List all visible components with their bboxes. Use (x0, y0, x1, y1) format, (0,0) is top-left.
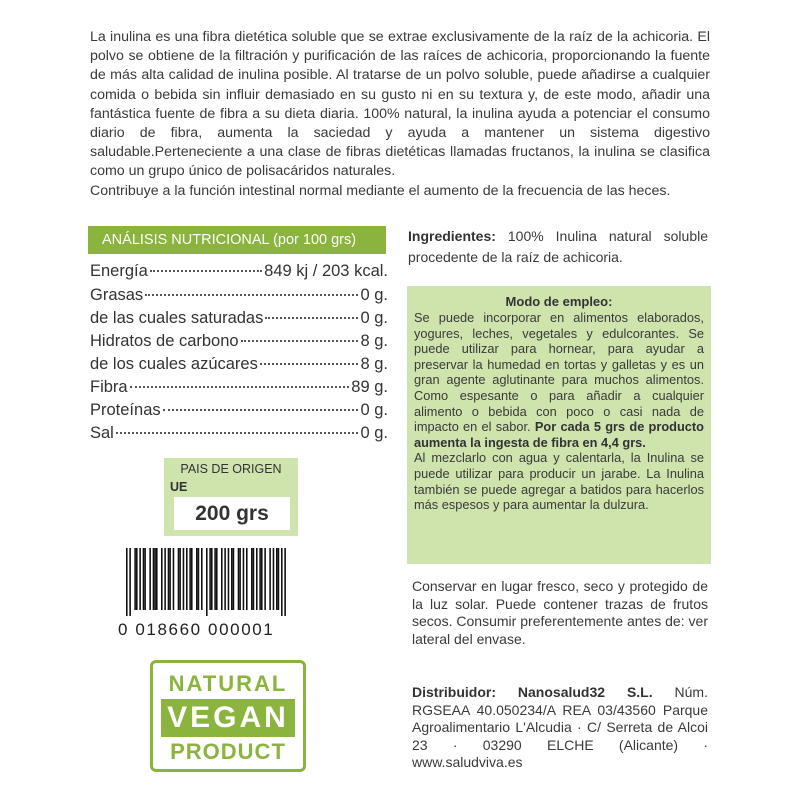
distributor-info (412, 684, 708, 772)
barcode-icon (126, 548, 286, 616)
intro-text (90, 28, 710, 201)
nutrition-label: Sal (90, 424, 114, 442)
nutrition-label: Energía (90, 262, 148, 280)
ingredients-label: Ingredientes: (408, 228, 496, 244)
nutrition-row-protein (90, 401, 388, 420)
nutrition-row-carbs (90, 332, 388, 351)
nutrition-row-fiber (90, 378, 388, 397)
natural-vegan-product-badge (150, 660, 306, 772)
usage-text-2: Al mezclarlo con agua y calentarla, la Inulina se puede utilizar para producir un jarabe. La Inulina también se puede agregar a batidos para hacerlos más espesos y para aumentar la dulzura. (414, 450, 704, 513)
nutrition-header: ANÁLISIS NUTRICIONAL (por 100 grs) (88, 226, 386, 254)
usage-bold-text: Por cada 5 grs de producto aumenta la ingesta de fibra en 4,4 grs. (414, 419, 704, 450)
intro-paragraph-1: La inulina es una fibra dietética soluble que se extrae exclusivamente de la raíz de la achicoria. El polvo se obtiene de la filtración y purificación de las raíces de achicoria, proporcionando la fuente de más alta calidad de inulina posible. Al tratarse de un polvo soluble, puede añadirse a cualquier comida o bebida sin influir demasiado en su gusto ni en su textura y, de este modo, añadir una fantástica fuente de fibra a su dieta diaria. 100% natural, la inulina ayuda a potenciar el consumo diario de fibra, aumenta la saciedad y ayuda a mantener un sistema digestivo saludable.Perteneciente a una clase de fibras dietéticas llamadas fructanos, la inulina se clasifica como un grupo único de polisacáridos naturales. (90, 29, 710, 180)
usage-text-1: Se puede incorporar en alimentos elaborados, yogures, leches, vegetales y edulcorantes. Se puede utilizar para hornear, para ayudar a preservar la humedad en tortas y galletas y es un gran agente aglutinante para muchos alimentos. Como espesante o para añadir a cualquier alimento o bebida con poco o casi nada de impacto en el sabor. (414, 310, 704, 435)
nutrition-value: 0 g. (360, 309, 388, 327)
nutrition-value: 8 g. (360, 332, 388, 350)
nutrition-label: de los cuales azúcares (90, 355, 258, 373)
origin-value: UE (170, 480, 188, 494)
nutrition-value: 0 g. (360, 401, 388, 419)
storage-instructions: Conservar en lugar fresco, seco y protegido de la luz solar. Puede contener trazas de frutos secos. Consumir preferentemente antes de: ver lateral del envase. (412, 578, 708, 647)
nutrition-row-saturated (90, 309, 388, 328)
ingredients (408, 226, 708, 268)
net-weight: 200 grs (195, 502, 269, 525)
nutrition-value: 8 g. (360, 355, 388, 373)
nutrition-value: 0 g. (360, 286, 388, 304)
nutrition-value: 0 g. (360, 424, 388, 442)
distributor-label: Distribuidor: Nanosalud32 S.L. (412, 684, 653, 700)
intro-paragraph-2: Contribuye a la función intestinal normal mediante el aumento de la frecuencia de las heces. (90, 182, 671, 199)
nutrition-label: de las cuales saturadas (90, 309, 264, 327)
badge-line-product: PRODUCT (170, 739, 286, 764)
nutrition-row-sugars (90, 355, 388, 374)
nutrition-row-salt (90, 424, 388, 443)
nutrition-value: 849 kj / 203 kcal. (264, 262, 388, 280)
nutrition-label: Proteínas (90, 401, 161, 419)
origin-label: PAIS DE ORIGEN (180, 462, 282, 476)
nutrition-label: Grasas (90, 286, 144, 304)
barcode-number: 0 018660 000001 (118, 620, 275, 639)
nutrition-label: Hidratos de carbono (90, 332, 239, 350)
nutrition-row-fat (90, 286, 388, 305)
ingredients-text: 100% Inulina natural soluble procedente de la raíz de achicoria. (408, 228, 708, 265)
badge-line-natural: NATURAL (168, 671, 288, 696)
nutrition-label: Fibra (90, 378, 128, 396)
badge-line-vegan: VEGAN (161, 699, 295, 737)
usage-title: Modo de empleo: (505, 294, 613, 309)
nutrition-value: 89 g. (351, 378, 388, 396)
nutrition-row-energy (90, 262, 388, 281)
usage-text (414, 310, 704, 513)
distributor-text: Núm. RGSEAA 40.050234/A REA 03/43560 Parque Agroalimentario L'Alcudia · C/ Serreta de Alcoi 23 · 03290 ELCHE (Alicante) · www.saludviva.es (412, 684, 708, 770)
